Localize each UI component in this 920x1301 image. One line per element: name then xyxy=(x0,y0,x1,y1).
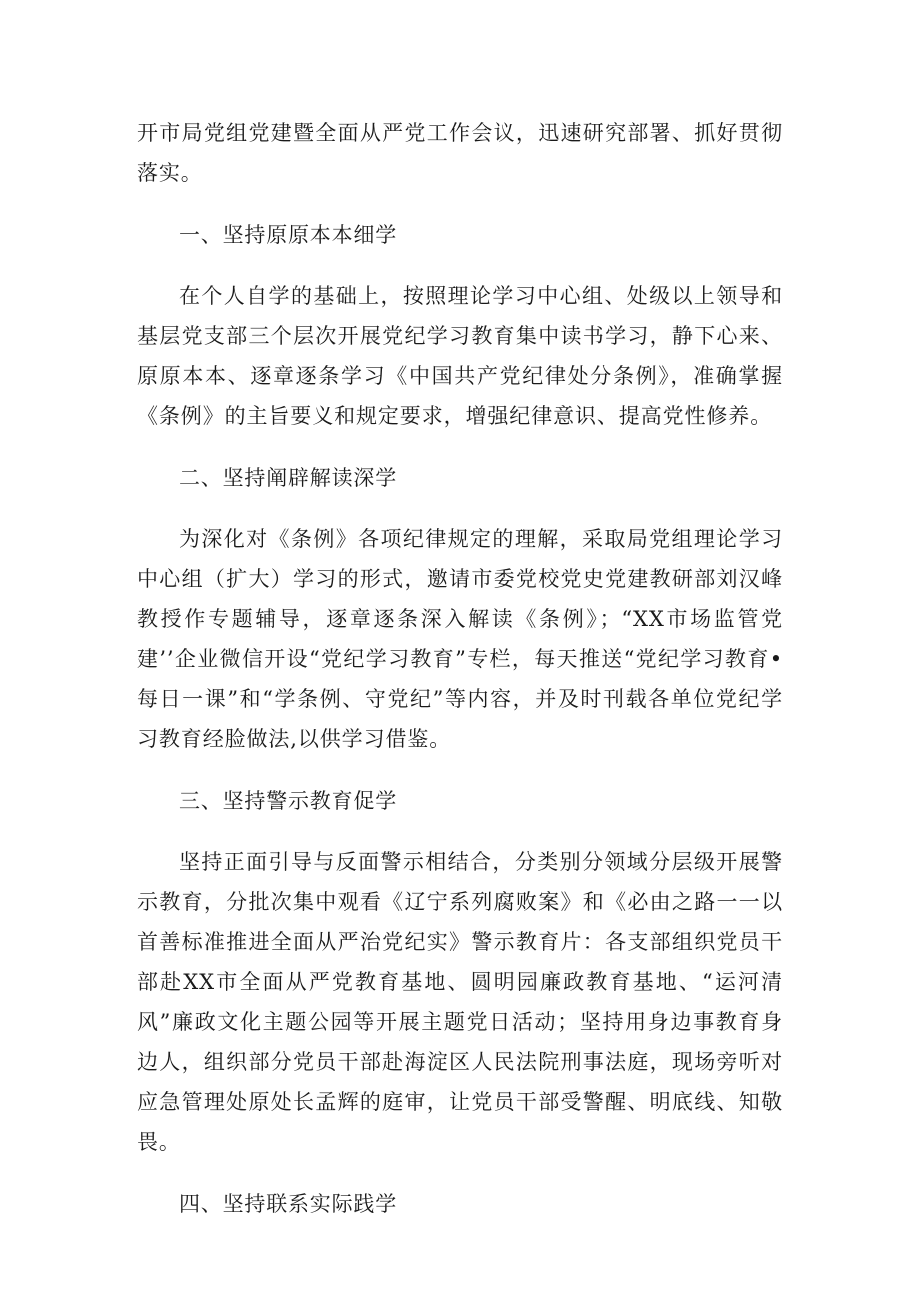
spacer xyxy=(137,255,783,276)
section-heading-2: 二、坚持阐辟解读深学 xyxy=(179,466,397,490)
section-heading-4: 四、坚持联系实际践学 xyxy=(179,1192,397,1216)
spacer xyxy=(137,759,783,781)
spacer xyxy=(137,436,783,458)
spacer xyxy=(137,498,783,519)
section-heading-1: 一、坚持原原本本细学 xyxy=(179,223,397,247)
section-body-3: 坚持正面引导与反面警示相结合，分类别分领域分层级开展警示教育，分批次集中观看《辽宁系列腐败案》和《必由之路一一以首善标准推进全面从严治党纪实》警示教育片：各支部组织党员干部赴XX市全面从严党教育基地、圆明园廉政教育基地、“运河清风”廉政文化主题公园等开展主题党日活动；坚持用身边事教育身边人，组织部分党员干部赴海淀区人民法院刑事法庭，现场旁听对应急管理处原处长孟辉的庭审，让党员干部受警醒、明底线、知敬畏。 xyxy=(137,850,783,1154)
intro-paragraph: 开市局党组党建暨全面从严党工作会议，迅速研究部署、抓好贯彻落实。 xyxy=(137,121,783,185)
document-body xyxy=(137,113,783,1224)
section-body-2: 为深化对《条例》各项纪律规定的理解，采取局党组理论学习中心组（扩大）学习的形式，邀请市委党校党史党建教研部刘汉峰教授作专题辅导，逐章逐条深入解读《条例》；“XX市场监管党建’’企业微信开设“党纪学习教育”专栏，每天推送“党纪学习教育•每日一课”和“学条例、守党纪”等内容，并及时刊载各单位党纪学习教育经脸做法,以供学习借鉴。 xyxy=(137,527,783,751)
spacer xyxy=(137,193,783,215)
spacer xyxy=(137,821,783,842)
section-body-1: 在个人自学的基础上，按照理论学习中心组、处级以上领导和基层党支部三个层次开展党纪学习教育集中读书学习，静下心来、原原本本、逐章逐条学习《中国共产党纪律处分条例》，准确掌握《条例》的主旨要义和规定要求，增强纪律意识、提高党性修养。 xyxy=(137,284,783,428)
spacer xyxy=(137,1162,783,1184)
section-heading-3: 三、坚持警示教育促学 xyxy=(179,789,397,813)
